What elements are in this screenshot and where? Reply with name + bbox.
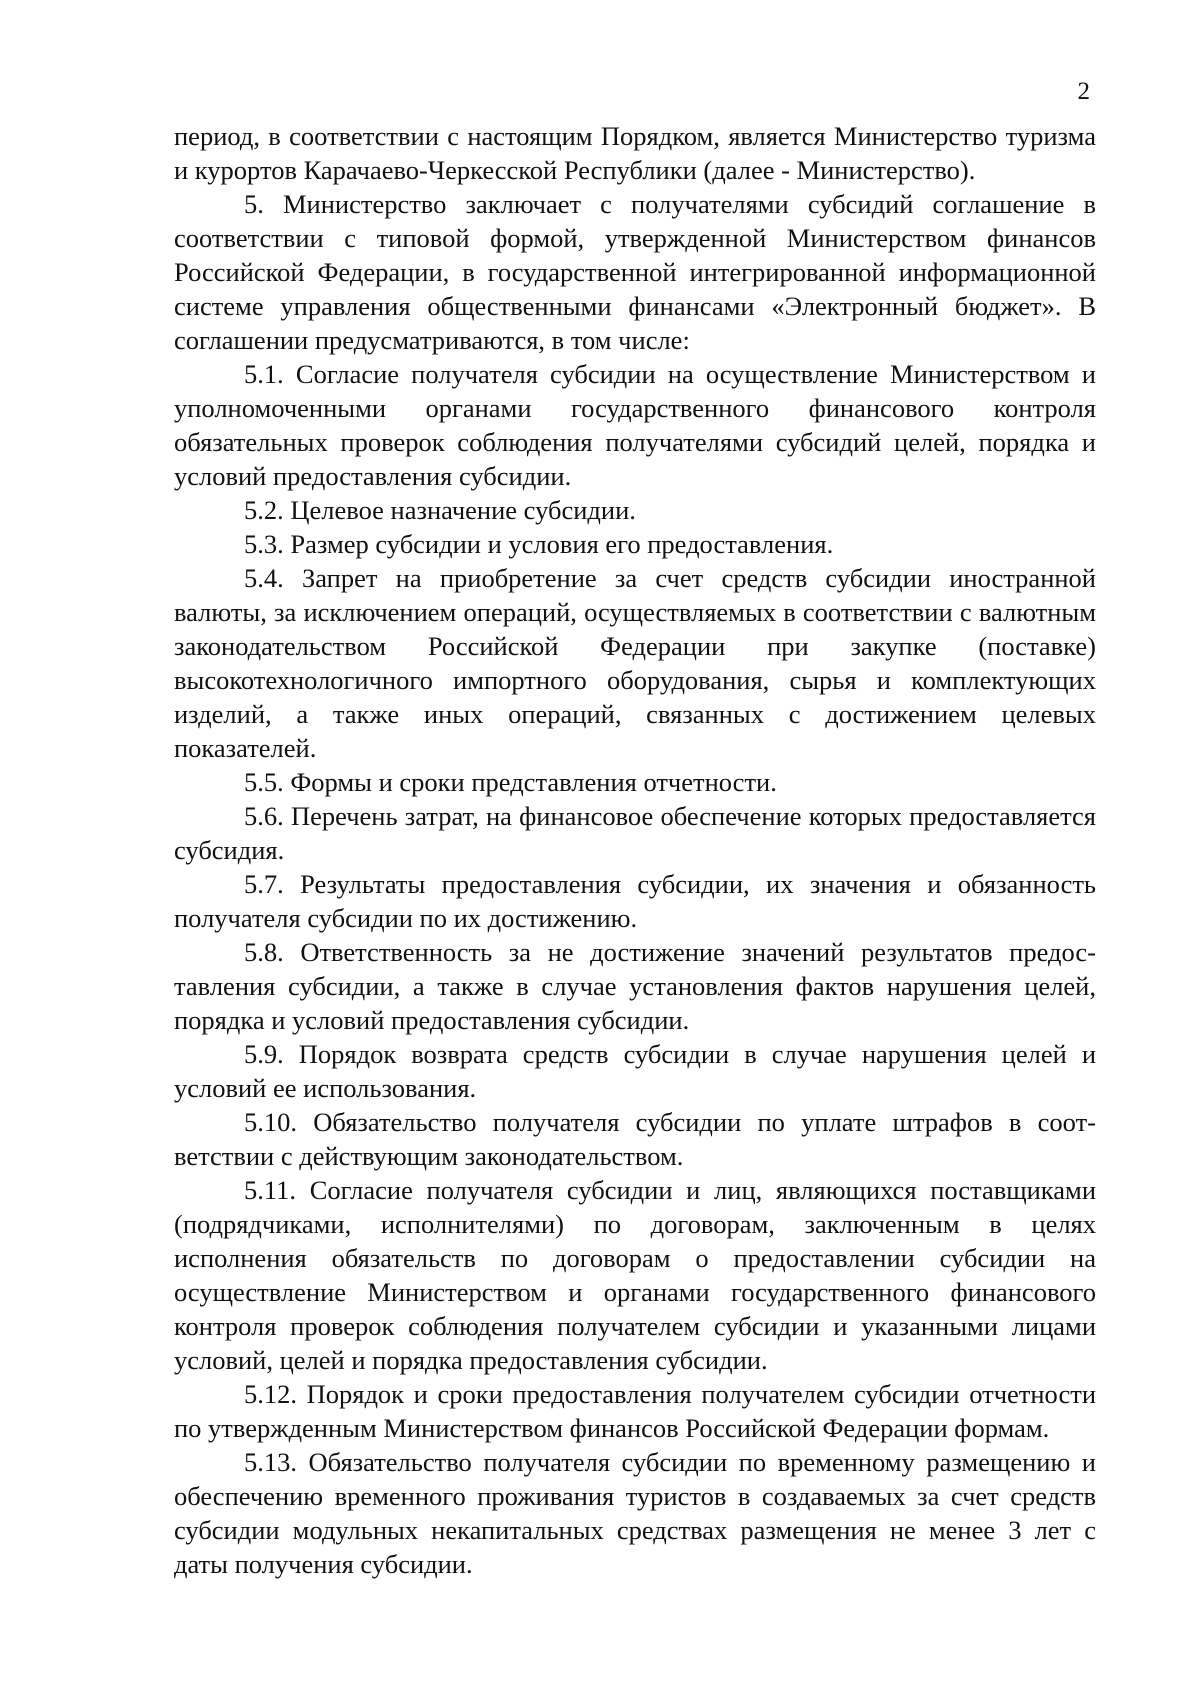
- paragraph-item-5-13: 5.13. Обязательство получателя субсидии по временному размещению и обеспечению временного проживания туристов в создаваемых за счет средств субсидии модульных некапитальных средствах размещения не менее 3 лет с даты получения субсидии.: [174, 1447, 1096, 1579]
- paragraph-item-5-11: 5.11. Согласие получателя субсидии и лиц, являющихся поставщиками (подрядчиками, исполнителями) по договорам, заключенным в целях исполнения обязательств по договорам о предоставлении субсидии на осуществление Министерством и органами государственного финансового контроля проверок соблюдения получателем субсидии и указанными лицами условий, целей и порядка предоставления субсидии.: [174, 1175, 1096, 1375]
- paragraph-item-5-6: 5.6. Перечень затрат, на финансовое обеспечение которых предоставляется субсидия.: [174, 801, 1096, 865]
- paragraph-item-5-4: 5.4. Запрет на приобретение за счет средств субсидии иностранной валюты, за исключением операций, осуществляемых в соответствии с валютным законодательством Российской Федерации при закупке (поставке) высокотехнологичного импортного оборудования, сырья и комплектующих изделий, а также иных операций, связанных с достижением целевых показателей.: [174, 563, 1096, 763]
- paragraph-item-5-3: 5.3. Размер субсидии и условия его предоставления.: [244, 529, 834, 559]
- paragraph-item-5-10: 5.10. Обязательство получателя субсидии по уплате штрафов в соответствии с действующим законодательством.: [174, 1107, 1096, 1171]
- document-body: [174, 119, 1096, 1581]
- page-number: 2: [1077, 78, 1090, 105]
- paragraph-item-5-9: 5.9. Порядок возврата средств субсидии в случае нарушения целей и условий ее использования.: [174, 1039, 1096, 1103]
- paragraph-item-5-8: 5.8. Ответственность за не достижение значений результатов предоставления субсидии, а также в случае установления фактов нарушения целей, порядка и условий предоставления субсидии.: [174, 937, 1096, 1035]
- paragraph-item-5: 5. Министерство заключает с получателями субсидий соглашение в соответствии с типовой формой, утвержденной Министерством финансов Российской Федерации, в государственной интегрированной информационной системе управления общественными финансами «Электронный бюджет». В соглашении предусматриваются, в том числе:: [174, 189, 1096, 355]
- paragraph-item-5-12: 5.12. Порядок и сроки предоставления получателем субсидии отчетности по утвержденным Министерством финансов Российской Федерации формам.: [174, 1379, 1096, 1443]
- paragraph-item-5-1: 5.1. Согласие получателя субсидии на осуществление Министерством и уполномоченными органами государственного финансового контроля обязательных проверок соблюдения получателями субсидий целей, порядка и условий предоставления субсидии.: [174, 359, 1096, 491]
- paragraph-item-5-7: 5.7. Результаты предоставления субсидии, их значения и обязанность получателя субсидии по их достижению.: [174, 869, 1096, 933]
- paragraph-item-5-2: 5.2. Целевое назначение субсидии.: [244, 495, 636, 525]
- paragraph-item-5-5: 5.5. Формы и сроки представления отчетности.: [244, 767, 777, 797]
- paragraph-continuation: период, в соответствии с настоящим Порядком, является Министерство туризма и курортов Карачаево-Черкесской Республики (далее - Министерство).: [174, 121, 1096, 185]
